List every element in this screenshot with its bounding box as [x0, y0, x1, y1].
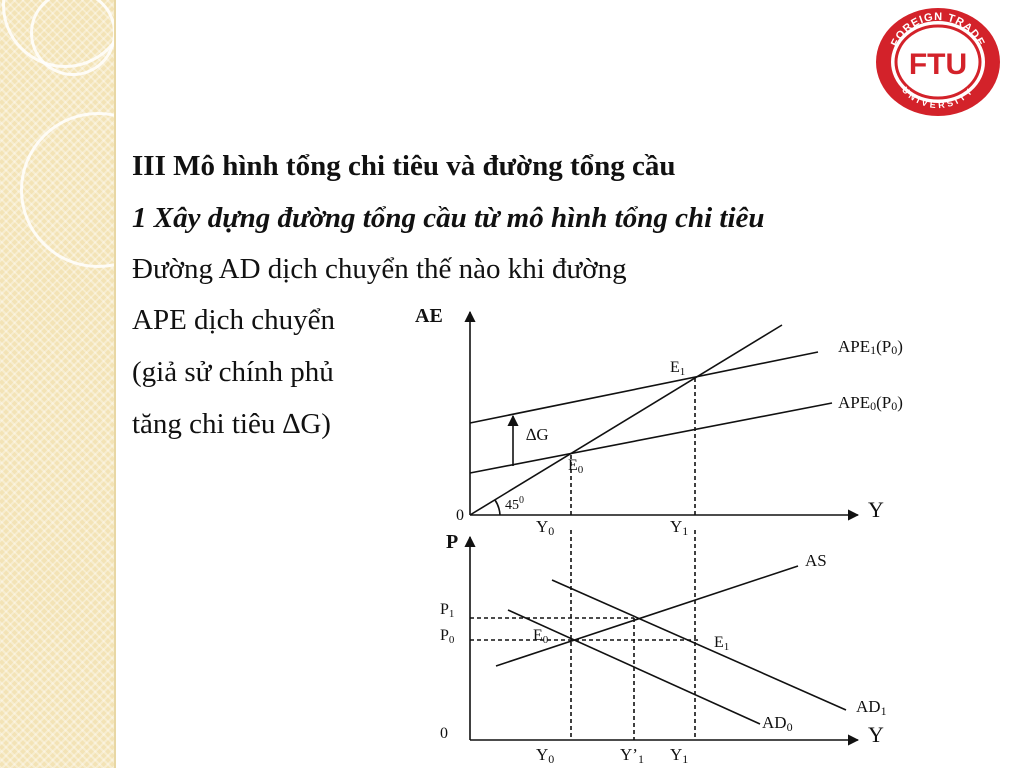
logo-top-text: FOREIGN TRADE	[889, 10, 987, 49]
question-line-1: Đường AD dịch chuyển thế nào khi đường	[132, 253, 627, 285]
bottom-y-axis-label: P	[446, 531, 459, 553]
slide-heading: III Mô hình tổng chi tiêu và đường tổng cầu	[132, 150, 676, 182]
bottom-y1-label: Y1	[670, 745, 689, 766]
top-y-axis-label: AE	[415, 305, 443, 327]
question-line-3: (giả sử chính phủ	[132, 356, 334, 388]
top-graph	[470, 312, 858, 515]
angle-label: $45^0$	[505, 495, 524, 513]
slide-subheading: 1 Xây dựng đường tổng cầu từ mô hình tổng chi tiêu	[132, 202, 765, 234]
bottom-e1-label: E1	[714, 634, 730, 653]
bottom-y0-label: Y0	[536, 745, 555, 766]
logo-bottom-text: UNIVERSITY	[899, 84, 977, 111]
bottom-x-axis-label: Y	[868, 722, 884, 747]
bottom-y1prime-label: Y’1	[620, 745, 644, 766]
logo-monogram: FTU	[908, 48, 968, 81]
line-ape1	[470, 352, 818, 423]
top-y0-label: Y0	[536, 517, 555, 538]
top-origin-label: 0	[456, 507, 464, 524]
delta-g-label: ∆G	[526, 425, 549, 444]
as-curve	[496, 566, 798, 666]
top-x-axis-label: Y	[868, 497, 884, 522]
bottom-graph	[470, 530, 858, 740]
angle-arc	[495, 500, 500, 515]
ad1-label: AD1	[856, 697, 887, 718]
top-e1-label: E1	[670, 359, 686, 378]
ad0-label: AD0	[762, 713, 793, 734]
ape1-label: APE1(P0)	[838, 337, 903, 357]
question-line-4: tăng chi tiêu ∆G)	[132, 408, 331, 440]
line-45-degree	[470, 325, 782, 515]
p1-label: P1	[440, 601, 455, 620]
question-line-2: APE dịch chuyển	[132, 304, 335, 336]
top-y1-label: Y1	[670, 517, 689, 538]
ape0-label: APE0(P0)	[838, 393, 903, 413]
p0-label: P0	[440, 627, 455, 646]
bottom-origin-label: 0	[440, 725, 448, 742]
top-e0-label: E0	[568, 457, 584, 476]
as-label: AS	[805, 551, 827, 570]
line-ape0	[470, 403, 832, 473]
bottom-e0-label: E0	[533, 627, 549, 646]
